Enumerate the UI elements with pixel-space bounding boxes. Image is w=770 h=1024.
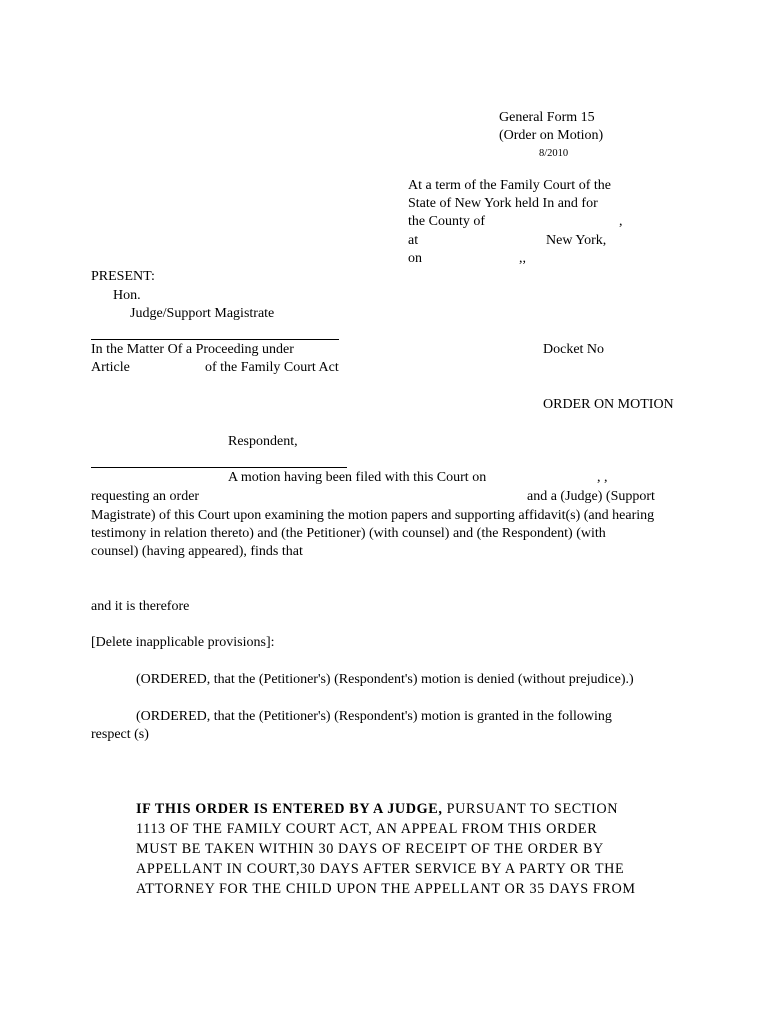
delete-note: [Delete inapplicable provisions]:	[91, 635, 275, 650]
appeal-notice-line-1-rest: PURSUANT TO SECTION	[442, 801, 619, 817]
form-name: General Form 15	[499, 110, 595, 125]
appeal-notice-line-2: 1113 OF THE FAMILY COURT ACT, AN APPEAL FROM THIS ORDER	[136, 821, 598, 837]
form-date: 8/2010	[539, 148, 569, 159]
appeal-notice-line-3: MUST BE TAKEN WITHIN 30 DAYS OF RECEIPT OF THE ORDER BY	[136, 841, 604, 857]
motion-and-judge: and a (Judge) (Support	[527, 489, 655, 504]
appeal-notice-line-5: ATTORNEY FOR THE CHILD UPON THE APPELLANT OR 35 DAYS FROM	[136, 881, 636, 897]
ordered-granted-line-1: (ORDERED, that the (Petitioner's) (Respondent's) motion is granted in the following	[136, 709, 612, 724]
therefore-text: and it is therefore	[91, 599, 190, 614]
family-court-act: of the Family Court Act	[205, 360, 339, 375]
caption-top-rule	[91, 339, 339, 340]
motion-requesting: requesting an order	[91, 489, 200, 504]
term-county-comma: ,	[619, 214, 623, 229]
form-type: (Order on Motion)	[499, 128, 604, 143]
docket-label: Docket No	[543, 342, 605, 357]
ordered-granted-line-2: respect (s)	[91, 727, 149, 742]
present-title: Judge/Support Magistrate	[130, 306, 275, 321]
motion-line-3: Magistrate) of this Court upon examining the motion papers and supporting affidavit(s) (and hearing	[91, 508, 655, 523]
appeal-notice-line-1	[136, 799, 696, 819]
motion-line-1: A motion having been filed with this Court on	[228, 470, 487, 485]
motion-line-4: testimony in relation thereto) and (the Petitioner) (with counsel) and (the Respondent) (with	[91, 526, 606, 541]
term-line-2: State of New York held In and for	[408, 196, 598, 211]
appeal-notice-bold-lead: IF THIS ORDER IS ENTERED BY A JUDGE,	[136, 801, 443, 817]
matter-line-1: In the Matter Of a Proceeding under	[91, 342, 294, 357]
term-at-label: at	[408, 233, 419, 248]
caption-bottom-rule	[91, 467, 347, 468]
respondent-label: Respondent,	[228, 434, 298, 449]
ordered-denied: (ORDERED, that the (Petitioner's) (Respondent's) motion is denied (without prejudice).)	[136, 672, 634, 687]
term-on-punct: ,,	[519, 251, 526, 266]
motion-line-1-punct: , ,	[597, 470, 608, 485]
order-title: ORDER ON MOTION	[543, 397, 674, 412]
motion-line-5: counsel) (having appeared), finds that	[91, 544, 303, 559]
term-on-label: on	[408, 251, 422, 266]
present-label: PRESENT:	[91, 269, 155, 284]
present-hon: Hon.	[113, 288, 141, 303]
term-new-york: New York,	[546, 233, 607, 248]
article-label: Article	[91, 360, 130, 375]
appeal-notice-line-4: APPELLANT IN COURT,30 DAYS AFTER SERVICE BY A PARTY OR THE	[136, 861, 625, 877]
term-county-label: the County of	[408, 214, 485, 229]
term-line-1: At a term of the Family Court of the	[408, 178, 611, 193]
